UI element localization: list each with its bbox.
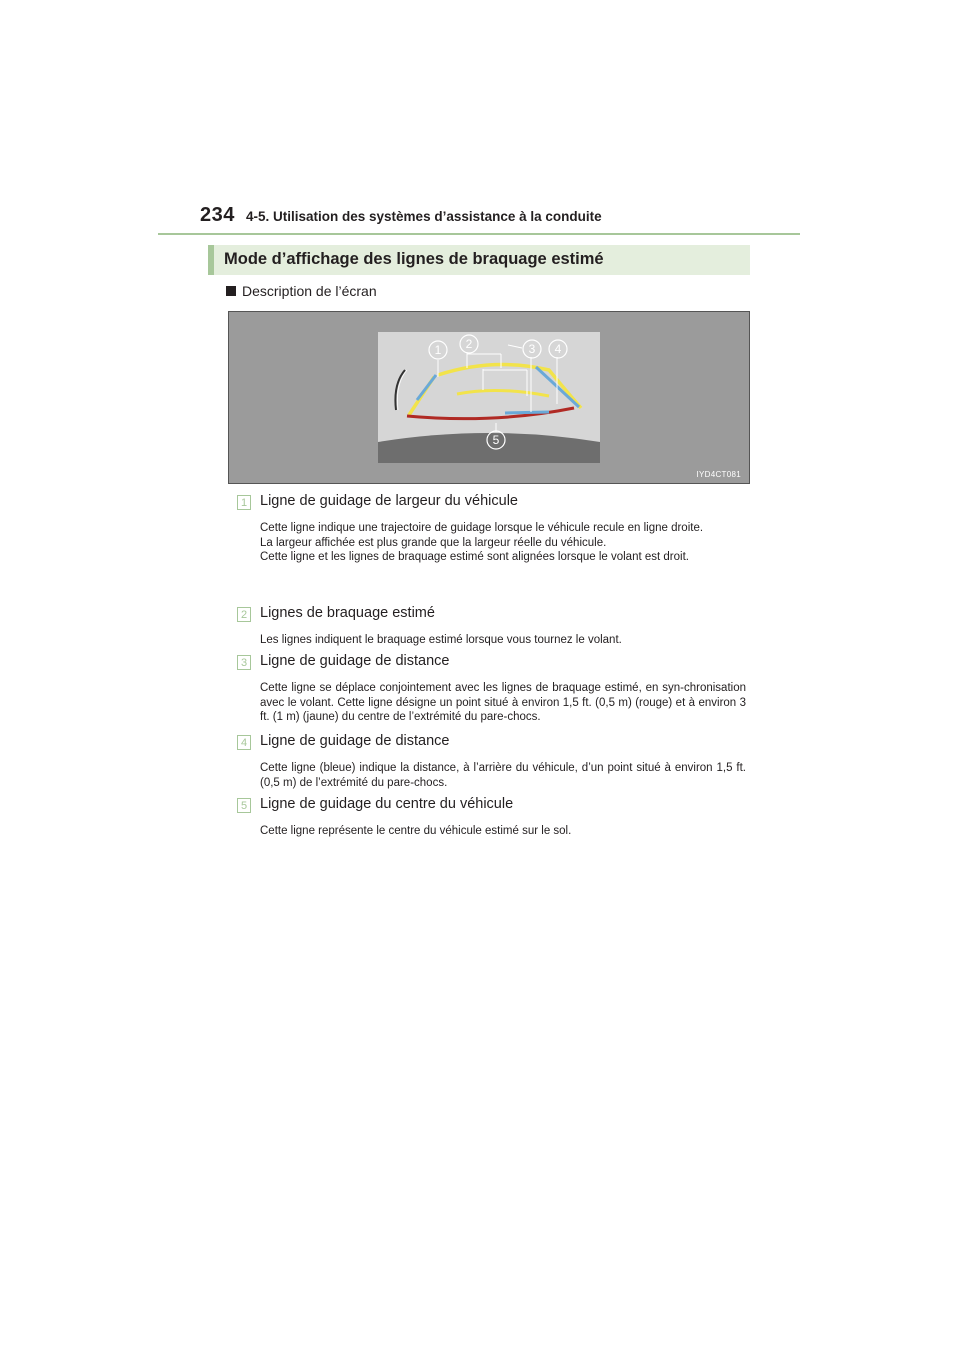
camera-screen-figure bbox=[228, 311, 750, 484]
distance-line-blue bbox=[505, 412, 549, 413]
description-line: La largeur affichée est plus grande que la largeur réelle du véhicule. bbox=[260, 536, 607, 549]
callout-2: 2 bbox=[465, 337, 473, 351]
section-title: Mode d’affichage des lignes de braquage estimé bbox=[224, 250, 604, 268]
item-description bbox=[260, 633, 746, 648]
item-number-badge: 5 bbox=[237, 798, 251, 813]
item-title: Ligne de guidage de distance bbox=[260, 733, 450, 749]
page-header bbox=[200, 204, 760, 232]
callout-4: 4 bbox=[554, 342, 562, 356]
item-description bbox=[260, 681, 746, 725]
item-number-badge: 4 bbox=[237, 735, 251, 750]
description-line: Cette ligne et les lignes de braquage estimé sont alignées lorsque le volant est droit. bbox=[260, 551, 689, 563]
callout-1: 1 bbox=[434, 343, 442, 357]
item-number-badge: 2 bbox=[237, 607, 251, 622]
item-title: Ligne de guidage de distance bbox=[260, 653, 450, 669]
bumper bbox=[378, 433, 600, 463]
item-description bbox=[260, 761, 746, 790]
figure-code: IYD4CT081 bbox=[696, 470, 741, 479]
chapter-title: 4-5. Utilisation des systèmes d’assistance à la conduite bbox=[246, 209, 602, 224]
description-line: Cette ligne se déplace conjointement avec les lignes de braquage estimé, en syn-chronisation avec le volant. Cette ligne désigne un point situé à environ 1,5 ft. (0,5 m) (rouge) et à environ 3 ft. (1 m) (jaune) du centre de l’extrémité du pare-chocs. bbox=[260, 682, 746, 723]
callout-5: 5 bbox=[492, 433, 500, 447]
item-title: Lignes de braquage estimé bbox=[260, 605, 435, 621]
header-rule bbox=[158, 233, 800, 235]
item-number-badge: 1 bbox=[237, 495, 251, 510]
subheading bbox=[226, 283, 377, 299]
callout-3: 3 bbox=[528, 342, 536, 356]
item-description bbox=[260, 521, 746, 565]
description-line: Les lignes indiquent le braquage estimé lorsque vous tournez le volant. bbox=[260, 634, 622, 646]
subheading-text: Description de l’écran bbox=[242, 283, 377, 299]
page-number: 234 bbox=[200, 204, 235, 226]
item-description bbox=[260, 824, 746, 839]
square-bullet-icon bbox=[226, 286, 236, 296]
section-heading-bar bbox=[208, 245, 750, 275]
item-title: Ligne de guidage du centre du véhicule bbox=[260, 796, 514, 812]
item-number-badge: 3 bbox=[237, 655, 251, 670]
description-line: Cette ligne indique une trajectoire de guidage lorsque le véhicule recule en ligne droite. bbox=[260, 522, 704, 534]
camera-screen-illustration bbox=[229, 312, 749, 483]
item-title: Ligne de guidage de largeur du véhicule bbox=[260, 493, 518, 509]
description-line: Cette ligne (bleue) indique la distance, à l’arrière du véhicule, d’un point situé à environ 1,5 ft. (0,5 m) de l’extrémité du pare-chocs. bbox=[260, 762, 746, 789]
description-line: Cette ligne représente le centre du véhicule estimé sur le sol. bbox=[260, 825, 572, 837]
